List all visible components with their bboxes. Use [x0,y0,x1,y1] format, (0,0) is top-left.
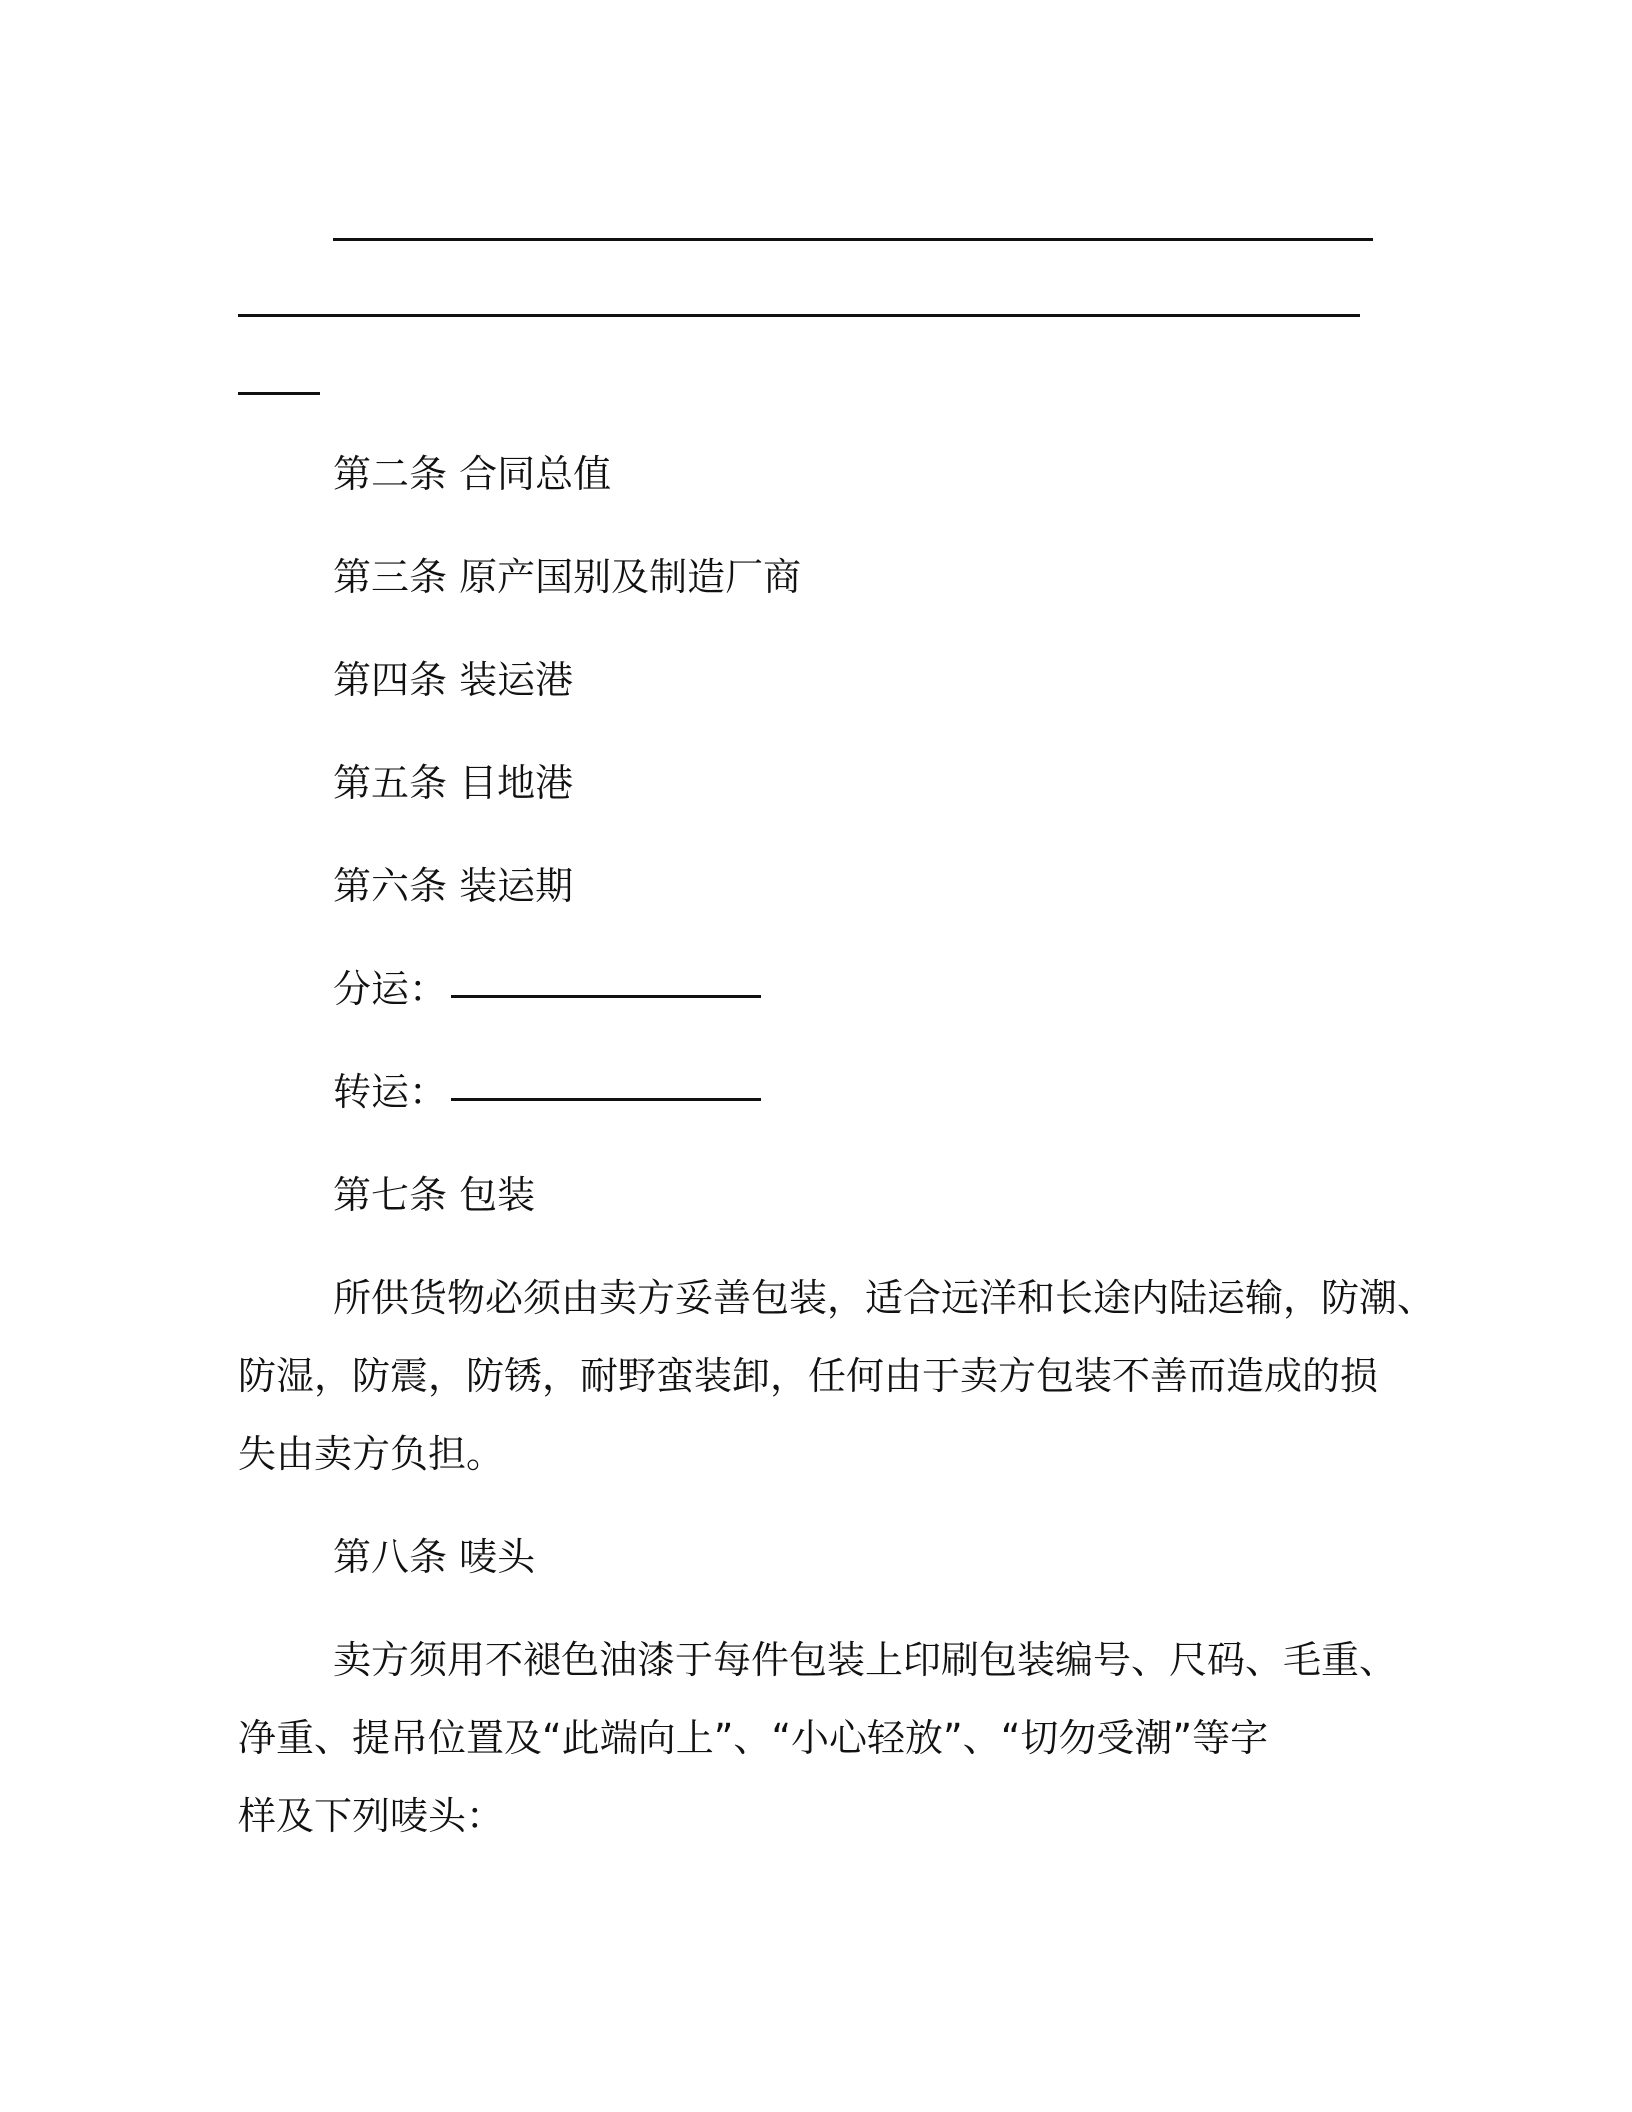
partial-shipment-row [333,965,761,1013]
marks-paragraph-line-2: 净重、提吊位置及“此端向上”、“小心轻放”、“切勿受潮”等字 [238,1716,1269,1760]
blank-line-2 [238,314,1360,317]
transshipment-blank [451,1098,761,1101]
article-4-heading: 第四条 装运港 [333,658,574,702]
article-3-heading: 第三条 原产国别及制造厂商 [333,555,802,599]
article-8-heading: 第八条 唛头 [333,1535,536,1579]
blank-line-1 [333,238,1373,241]
article-5-heading: 第五条 目地港 [333,761,574,805]
packing-paragraph-line-3: 失由卖方负担。 [238,1432,505,1476]
transshipment-label: 转运： [333,1070,448,1114]
marks-paragraph-line-1: 卖方须用不褪色油漆于每件包装上印刷包装编号、尺码、毛重、 [333,1638,1398,1682]
article-7-heading: 第七条 包装 [333,1173,536,1217]
partial-shipment-blank [451,995,761,998]
article-6-heading: 第六条 装运期 [333,864,574,908]
packing-paragraph-line-2: 防湿，防震，防锈，耐野蛮装卸，任何由于卖方包装不善而造成的损 [238,1354,1379,1398]
packing-paragraph-line-1: 所供货物必须由卖方妥善包装，适合远洋和长途内陆运输，防潮、 [333,1276,1436,1320]
partial-shipment-label: 分运： [333,967,448,1011]
blank-line-3 [238,392,320,395]
article-2-heading: 第二条 合同总值 [333,452,612,496]
marks-paragraph-line-3: 样及下列唛头： [238,1794,505,1838]
transshipment-row [333,1068,761,1116]
